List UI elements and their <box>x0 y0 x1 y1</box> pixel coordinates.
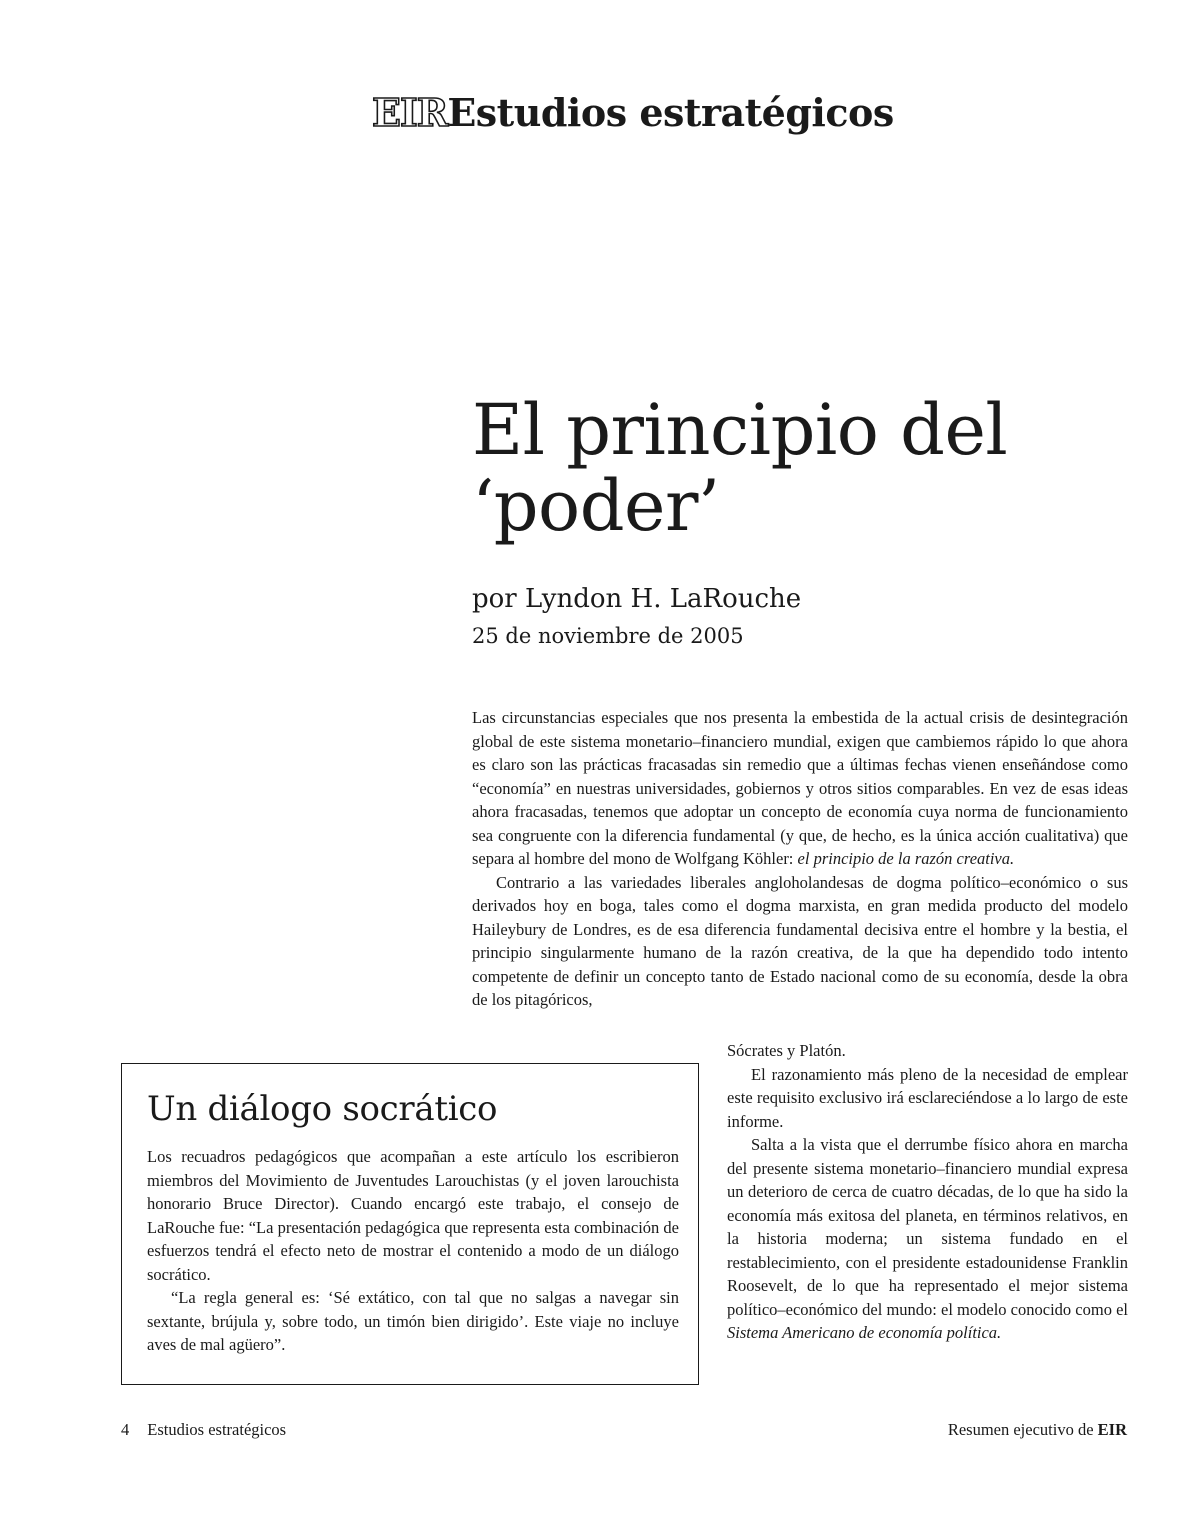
body-paragraph-1 <box>472 706 1128 871</box>
body-paragraph-4-text: Salta a la vista que el derrumbe físico ahora en marcha del presente sistema monetario–financiero mundial expresa un deterioro de cerca de cuatro décadas, de lo que ha sido la economía más exitosa del planeta, en términos relativos, en la historia moderna; un sistema fundado en el restablecimiento, con el presidente estadounidense Franklin Roosevelt, de lo que ha representado el mejor sistema político–económico del mundo: el modelo conocido como el <box>727 1135 1128 1319</box>
sidebar-paragraph-2: “La regla general es: ‘Sé extático, con tal que no salgas a navegar sin sextante, brújula y, sobre todo, un timón bien dirigido’. Este viaje no incluye aves de mal agüero”. <box>147 1288 679 1354</box>
section-header <box>372 90 1172 140</box>
sidebar-paragraph-1: Los recuadros pedagógicos que acompañan a este artículo los escribieron miembros del Movimiento de Juventudes Larouchistas (y el joven larouchista honorario Bruce Director). Cuando encargó este trabajo, el consejo de LaRouche fue: “La presentación pedagógica que representa esta combinación de esfuerzos tendrá el efecto neto de mostrar el contenido a modo de un diálogo socrático. <box>147 1147 679 1284</box>
byline: por Lyndon H. LaRouche <box>472 584 802 614</box>
footer-right <box>948 1420 1127 1440</box>
footer-section-name: Estudios estratégicos <box>147 1420 287 1439</box>
article-title <box>472 389 1162 547</box>
right-body-column <box>727 1039 1128 1345</box>
eir-logo: EIR <box>372 90 448 135</box>
body-paragraph-1-text: Las circunstancias especiales que nos presenta la embestida de la actual crisis de desintegración global de este sistema monetario–financiero mundial, exigen que cambiemos rápido lo que ahora es claro son las prácticas fracasadas sin remedio que a últimas fechas vienen enseñándose como “economía” en nuestras universidades, gobiernos y otros sitios comparables. En vez de esas ideas ahora fracasadas, tenemos que adoptar un concepto de economía cuya norma de funcionamiento sea congruente con la diferencia fundamental (y que, de hecho, es la única acción cualitativa) que separa al hombre del mono de Wolfgang Köhler: <box>472 708 1128 868</box>
footer-publication-prefix: Resumen ejecutivo de <box>947 1420 1098 1439</box>
sidebar-box <box>121 1063 699 1385</box>
body-paragraph-2: Contrario a las variedades liberales angloholandesas de dogma político–económico o sus derivados hoy en boga, tales como el dogma marxista, en gran medida producto del modelo Haileybury de Londres, es de esa diferencia fundamental decisiva entre el hombre y la bestia, el principio singularmente humano de la razón creativa, de la que ha dependido todo intento competente de definir un concepto tanto de Estado nacional como de su economía, desde la obra de los pitagóricos, <box>472 872 1128 1009</box>
body-paragraph-1-emphasis: el principio de la razón creativa. <box>797 849 1015 868</box>
article-date: 25 de noviembre de 2005 <box>472 624 744 648</box>
body-paragraph-2-continued: Sócrates y Platón. <box>727 1041 846 1060</box>
main-body-column <box>472 706 1128 1012</box>
body-paragraph-4 <box>727 1133 1128 1345</box>
section-title: Estudios estratégicos <box>447 90 894 135</box>
sidebar-title: Un diálogo socrático <box>147 1089 498 1129</box>
body-paragraph-4-emphasis: Sistema Americano de economía política. <box>727 1323 1002 1342</box>
page-number: 4 <box>121 1420 130 1439</box>
article-title-line-2: ‘poder’ <box>472 465 720 547</box>
footer-publication-mark: EIR <box>1097 1420 1127 1439</box>
article-title-line-1: El principio del <box>472 389 1008 471</box>
body-paragraph-3: El razonamiento más pleno de la necesidad de emplear este requisito exclusivo irá esclareciéndose a lo largo de este informe. <box>727 1064 1128 1131</box>
footer-left <box>121 1420 286 1440</box>
